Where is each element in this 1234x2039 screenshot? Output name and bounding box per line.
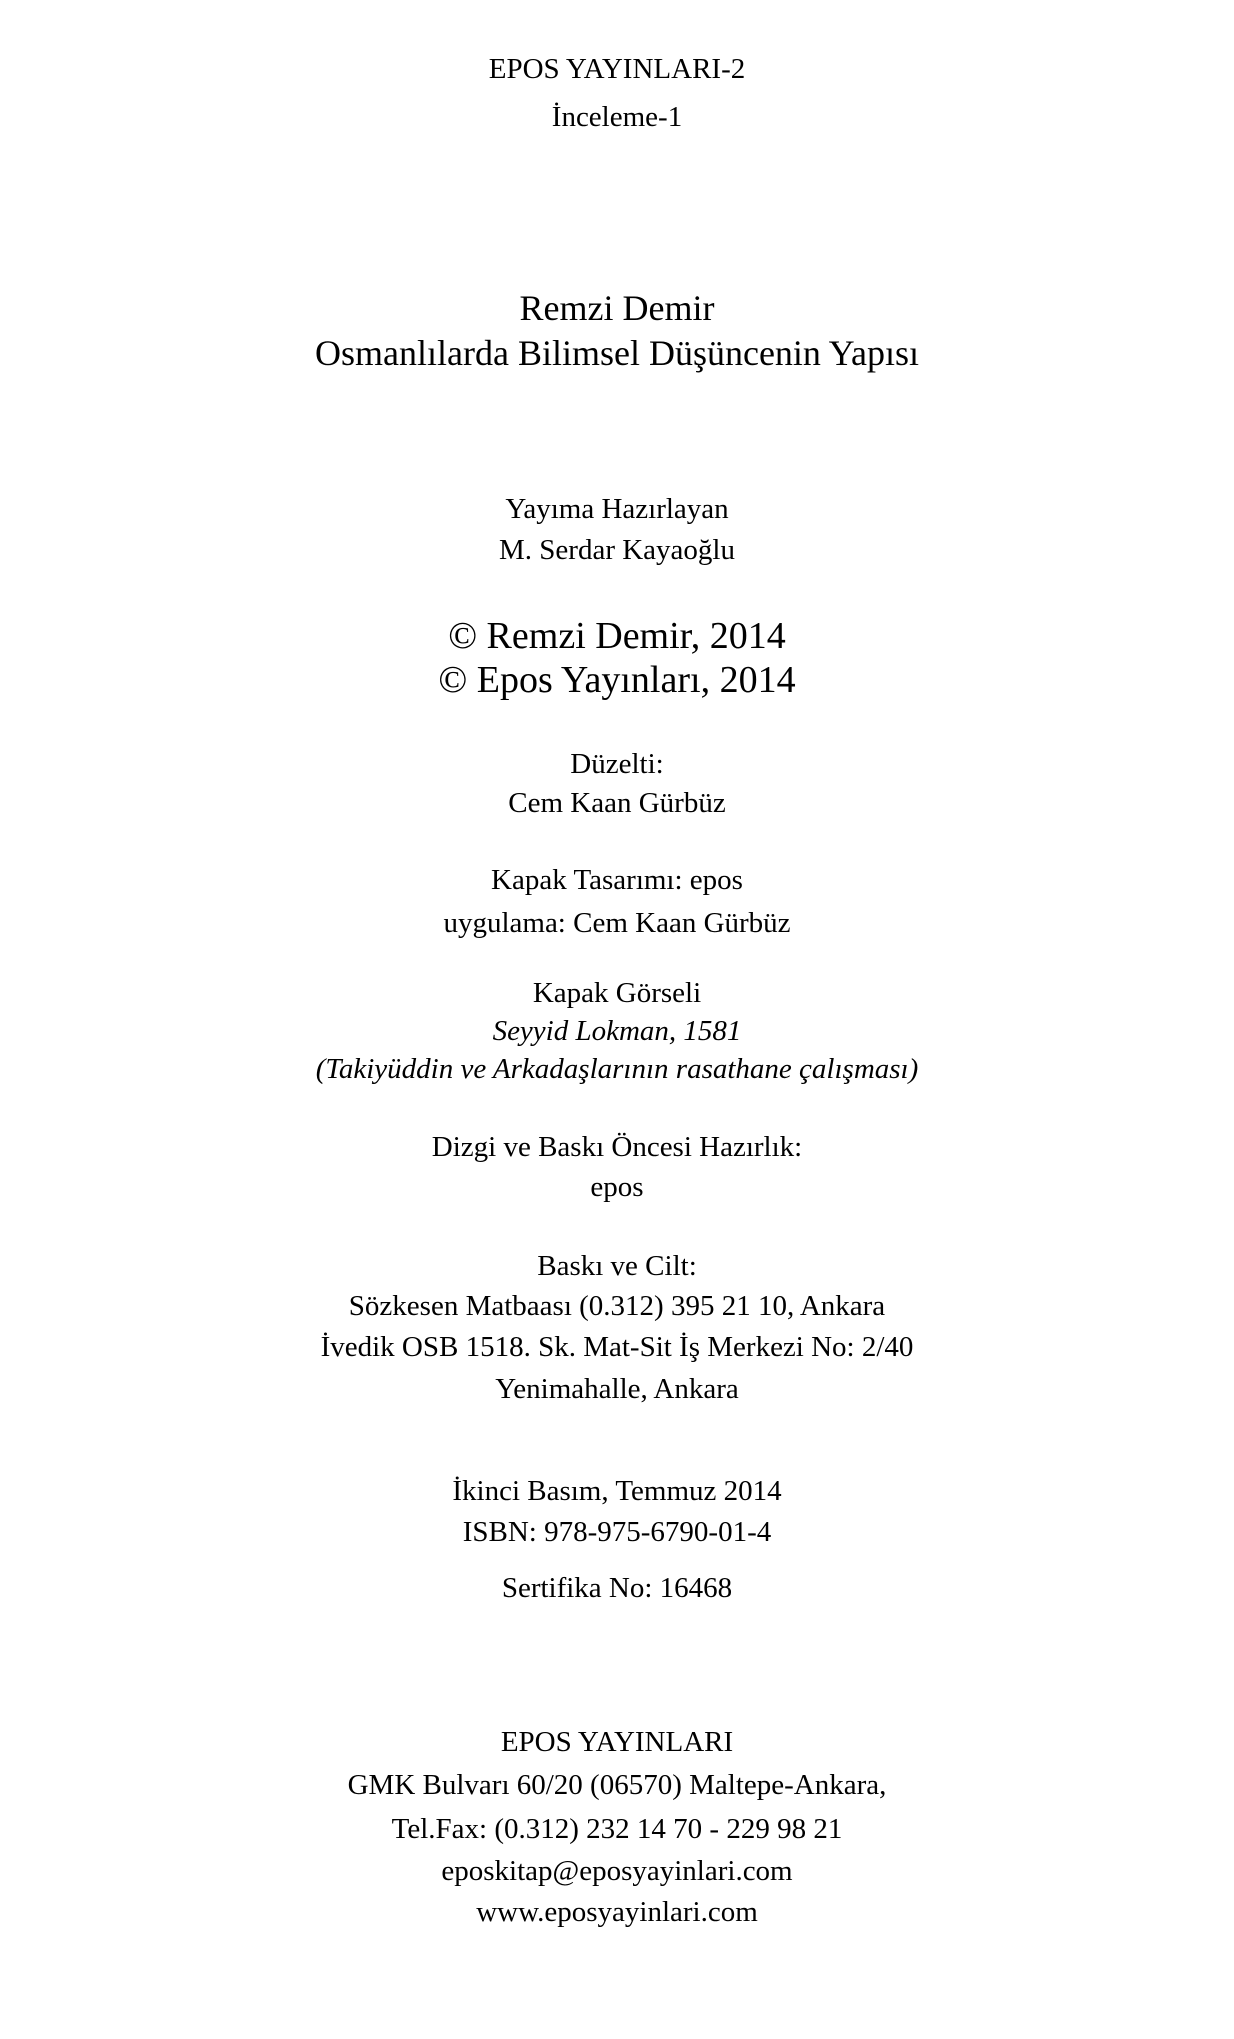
copyright-author: © Remzi Demir, 2014	[448, 615, 786, 657]
proofreading-label: Düzelti:	[570, 748, 664, 780]
author-name: Remzi Demir	[519, 288, 715, 328]
proofreading-name: Cem Kaan Gürbüz	[508, 787, 726, 819]
cover-design-application: uygulama: Cem Kaan Gürbüz	[443, 907, 791, 939]
publisher-address: GMK Bulvarı 60/20 (06570) Maltepe-Ankara,	[347, 1769, 887, 1801]
printer-district: Yenimahalle, Ankara	[495, 1373, 739, 1405]
cover-design-credit: Kapak Tasarımı: epos	[491, 864, 743, 896]
typesetting-name: epos	[590, 1171, 644, 1203]
edition-info: İkinci Basım, Temmuz 2014	[452, 1475, 782, 1507]
editor-name: M. Serdar Kayaoğlu	[499, 534, 735, 566]
typesetting-label: Dizgi ve Baskı Öncesi Hazırlık:	[431, 1131, 803, 1163]
isbn: ISBN: 978-975-6790-01-4	[462, 1516, 772, 1548]
printer-name-phone: Sözkesen Matbaası (0.312) 395 21 10, Ankara	[348, 1290, 886, 1322]
printing-label: Baskı ve Cilt:	[537, 1250, 697, 1282]
editor-label: Yayıma Hazırlayan	[505, 493, 729, 525]
publisher-name: EPOS YAYINLARI	[500, 1726, 734, 1758]
sub-series-name: İnceleme-1	[551, 101, 683, 133]
cover-image-label: Kapak Görseli	[532, 977, 702, 1009]
series-name: EPOS YAYINLARI-2	[488, 53, 746, 85]
cover-image-caption: (Takiyüddin ve Arkadaşlarının rasathane çalışması)	[315, 1053, 919, 1085]
printer-address: İvedik OSB 1518. Sk. Mat-Sit İş Merkezi No: 2/40	[320, 1331, 914, 1363]
book-title: Osmanlılarda Bilimsel Düşüncenin Yapısı	[315, 333, 919, 373]
cover-image-source: Seyyid Lokman, 1581	[492, 1015, 742, 1047]
publisher-website: www.eposyayinlari.com	[476, 1896, 758, 1928]
publisher-email: eposkitap@eposyayinlari.com	[441, 1855, 793, 1887]
publisher-phone: Tel.Fax: (0.312) 232 14 70 - 229 98 21	[391, 1813, 843, 1845]
copyright-publisher: © Epos Yayınları, 2014	[438, 659, 796, 701]
certificate-number: Sertifika No: 16468	[501, 1572, 733, 1604]
